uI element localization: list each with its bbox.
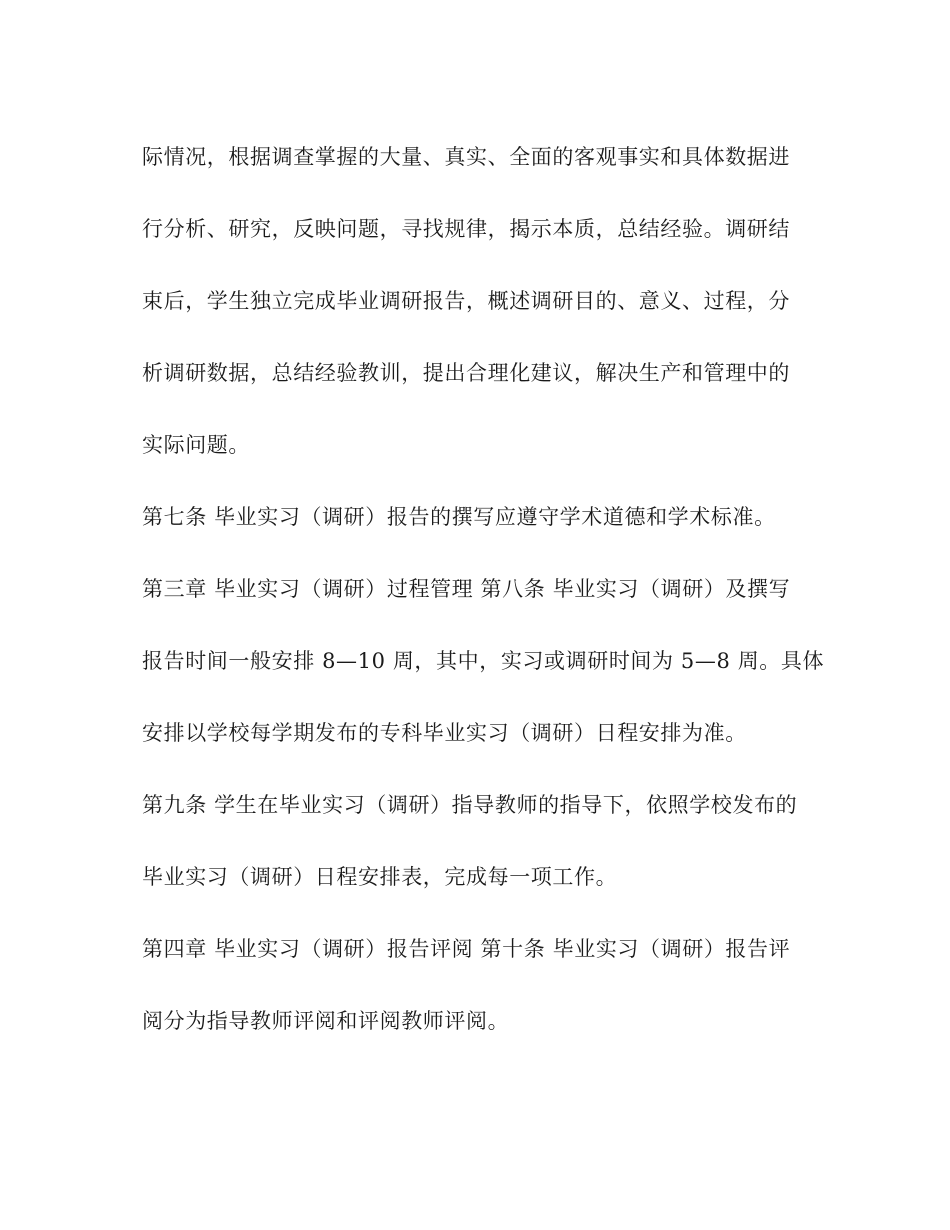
text-line: 毕业实习（调研）日程安排表，完成每一项工作。 — [142, 865, 618, 889]
text-line: 束后，学生独立完成毕业调研报告，概述调研目的、意义、过程，分 — [142, 289, 790, 313]
chapter-4-heading: 第四章 毕业实习（调研）报告评阅 第十条 毕业实习（调研）报告评 — [142, 937, 791, 961]
text-line: 析调研数据，总结经验教训，提出合理化建议，解决生产和管理中的 — [142, 361, 790, 385]
article-7: 第七条 毕业实习（调研）报告的撰写应遵守学术道德和学术标准。 — [142, 505, 776, 529]
text-line: 安排以学校每学期发布的专科毕业实习（调研）日程安排为准。 — [142, 721, 747, 745]
article-9: 第九条 学生在毕业实习（调研）指导教师的指导下，依照学校发布的 — [142, 793, 798, 817]
text-line: 实际问题。 — [142, 433, 250, 457]
text-line: 阅分为指导教师评阅和评阅教师评阅。 — [142, 1009, 510, 1033]
text-line: 报告时间一般安排 8—10 周，其中，实习或调研时间为 5—8 周。具体 — [142, 649, 825, 673]
text-line: 行分析、研究，反映问题，寻找规律，揭示本质，总结经验。调研结 — [142, 217, 790, 241]
chapter-3-heading: 第三章 毕业实习（调研）过程管理 第八条 毕业实习（调研）及撰写 — [142, 577, 791, 601]
text-line: 际情况，根据调查掌握的大量、真实、全面的客观事实和具体数据进 — [142, 145, 790, 169]
